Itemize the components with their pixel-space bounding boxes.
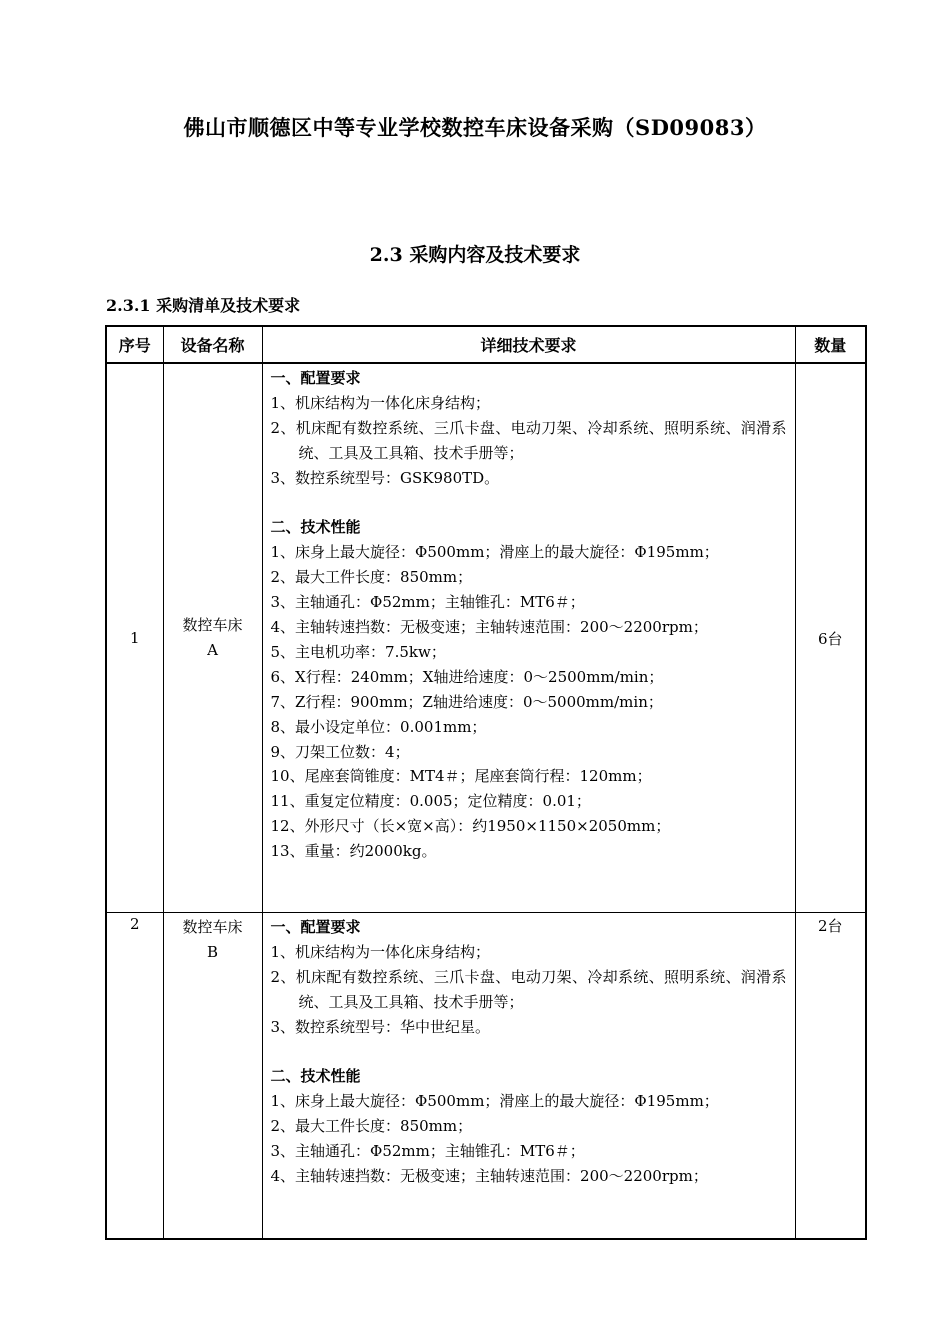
equipment-model-line: B xyxy=(206,942,219,961)
row-index: 2 xyxy=(106,913,163,1240)
row-requirements xyxy=(262,363,795,913)
subsection-title: 2.3.1 采购清单及技术要求 xyxy=(106,296,301,315)
equipment-model-line: A xyxy=(207,641,218,659)
equipment-name-line: 数控车床 xyxy=(182,918,243,936)
config-item: 3、数控系统型号：GSK980TD。 xyxy=(270,468,500,487)
performance-item: 11、重复定位精度：0.005；定位精度：0.01； xyxy=(270,792,591,811)
header-equipment-name: 设备名称 xyxy=(163,326,262,363)
row-equipment-name xyxy=(163,363,262,913)
config-item: 2、机床配有数控系统、三爪卡盘、电动刀架、冷却系统、照明系统、润滑系统、工具及工具箱、技术手册等； xyxy=(270,967,787,1011)
performance-item: 3、主轴通孔：Φ52mm；主轴锥孔：MT6＃； xyxy=(270,1142,585,1161)
performance-item: 1、床身上最大旋径：Φ500mm；滑座上的最大旋径：Φ195mm； xyxy=(270,1092,719,1111)
performance-item: 7、Z行程：900mm；Z轴进给速度：0～5000mm/min； xyxy=(270,692,663,711)
performance-item: 2、最大工件长度：850mm； xyxy=(270,1117,473,1136)
config-header: 一、配置要求 xyxy=(270,918,361,936)
performance-item: 6、X行程：240mm；X轴进给速度：0～2500mm/min； xyxy=(270,667,664,686)
header-requirements: 详细技术要求 xyxy=(262,326,795,363)
performance-item: 9、刀架工位数：4； xyxy=(270,742,410,761)
config-item: 2、机床配有数控系统、三爪卡盘、电动刀架、冷却系统、照明系统、润滑系统、工具及工具箱、技术手册等； xyxy=(270,418,787,462)
table-header-row xyxy=(106,326,866,363)
row-index: 1 xyxy=(106,363,163,913)
config-item: 1、机床结构为一体化床身结构； xyxy=(270,942,491,961)
config-header: 一、配置要求 xyxy=(270,369,361,387)
performance-header: 二、技术性能 xyxy=(270,1067,361,1086)
table-row xyxy=(106,913,866,1240)
performance-header: 二、技术性能 xyxy=(270,518,361,537)
row-equipment-name xyxy=(163,913,262,1240)
performance-item: 2、最大工件长度：850mm； xyxy=(270,568,473,587)
table-row xyxy=(106,363,866,913)
section-title: 2.3 采购内容及技术要求 xyxy=(369,244,581,266)
performance-item: 13、重量：约2000kg。 xyxy=(270,842,437,861)
performance-item: 5、主电机功率：7.5kw； xyxy=(270,642,446,661)
performance-item: 4、主轴转速挡数：无极变速；主轴转速范围：200～2200rpm； xyxy=(270,1167,708,1186)
document-title: 佛山市顺德区中等专业学校数控车床设备采购（SD09083） xyxy=(183,115,767,140)
performance-item: 3、主轴通孔：Φ52mm；主轴锥孔：MT6＃； xyxy=(270,593,585,612)
performance-item: 4、主轴转速挡数：无极变速；主轴转速范围：200～2200rpm； xyxy=(270,618,708,637)
spacer xyxy=(271,491,787,516)
row-quantity: 2台 xyxy=(795,913,866,1240)
header-quantity: 数量 xyxy=(795,326,866,363)
performance-item: 1、床身上最大旋径：Φ500mm；滑座上的最大旋径：Φ195mm； xyxy=(270,543,719,562)
header-index: 序号 xyxy=(106,326,163,363)
row-quantity: 6台 xyxy=(795,363,866,913)
performance-item: 8、最小设定单位：0.001mm； xyxy=(270,717,487,736)
row-requirements xyxy=(262,913,795,1240)
performance-item: 10、尾座套筒锥度：MT4＃；尾座套筒行程：120mm； xyxy=(270,767,652,786)
config-item: 3、数控系统型号：华中世纪星。 xyxy=(270,1017,491,1036)
equipment-name-line: 数控车床 xyxy=(182,616,243,635)
procurement-table xyxy=(105,325,867,1240)
spacer xyxy=(271,1040,787,1065)
config-item: 1、机床结构为一体化床身结构； xyxy=(270,393,491,412)
performance-item: 12、外形尺寸（长×宽×高）：约1950×1150×2050mm； xyxy=(270,817,671,836)
